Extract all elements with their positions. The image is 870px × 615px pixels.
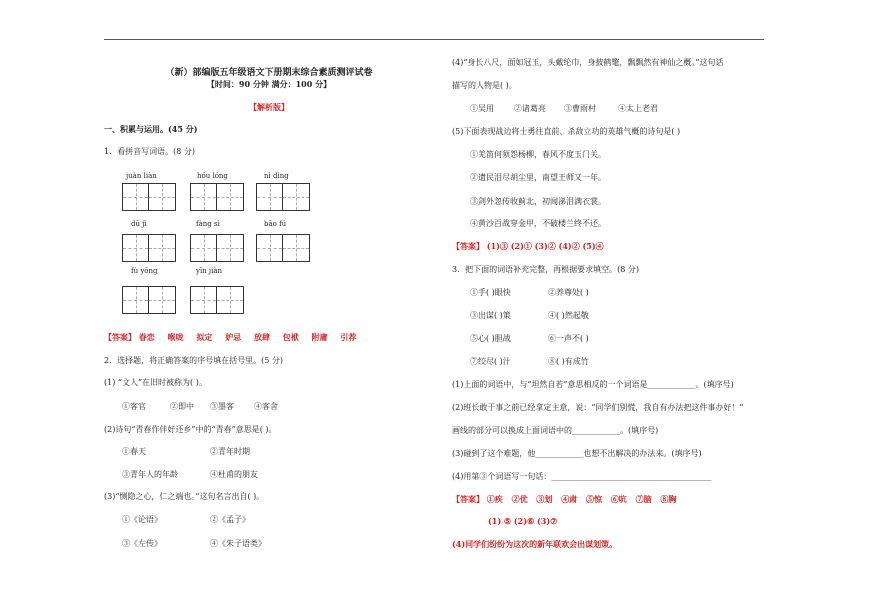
answer-word: ①疾: [486, 494, 503, 504]
writing-grid[interactable]: [190, 286, 244, 314]
option: ②青年时期: [210, 447, 250, 456]
page-title: （新）部编版五年级语文下册期末综合素质测评试卷: [165, 68, 373, 78]
question-2: 2．选择题，将正确答案的序号填在括号里。(5 分): [104, 356, 283, 365]
option: ③剑外忽传收蓟北，初闻涕泪满衣裳。: [470, 197, 606, 206]
fill-word: ①手( )眼快: [470, 288, 511, 297]
option: ①羌笛何须怨杨柳，春风不度玉门关。: [470, 150, 606, 159]
fill-word: ⑤心( )胆战: [470, 334, 511, 343]
pinyin-label: juàn liàn: [126, 172, 157, 180]
answer-word: ⑧胸: [660, 494, 677, 504]
question-2-2: (2)诗句“青春作伴好还乡”中的“青春”意思是( )。: [104, 425, 277, 434]
answer-label: 【答案】: [452, 494, 484, 504]
question-3-3: (3)碰到了这个难题，他____________也想不出解决的办法来。(填序号): [452, 449, 702, 458]
fill-word: ③出谋( )策: [470, 311, 511, 320]
option: ①客官: [122, 402, 146, 411]
header-rule: [104, 39, 764, 40]
answer-word: ②优: [511, 494, 528, 504]
option: ②《孟子》: [210, 515, 250, 524]
fill-word: ⑦绞尽( )汁: [470, 357, 511, 366]
pinyin-label: dū jì: [131, 220, 147, 228]
question-2-3: (3)“恻隐之心，仁之端也。”这句名言出自( )。: [104, 492, 265, 501]
option: ②遗民泪尽胡尘里，南望王师又一年。: [470, 173, 606, 182]
option: ③曹雨村: [564, 104, 596, 113]
option: ②即中: [170, 402, 194, 411]
option: ④客舍: [254, 402, 278, 411]
answer-word: 引荐: [340, 332, 357, 342]
question-2-1: (1) “文人”在旧时被称为( )。: [104, 378, 207, 387]
answer-word: ③划: [536, 494, 553, 504]
option: ①《论语》: [122, 515, 162, 524]
pinyin-label: fù yōng: [131, 267, 158, 275]
time-info: 【时间：90 分钟 满分：100 分】: [206, 79, 332, 89]
option: ②诸葛亮: [514, 104, 546, 113]
pinyin-label: hóu lóng: [197, 172, 228, 180]
option: ③青年人的年龄: [122, 470, 178, 479]
writing-grid[interactable]: [256, 183, 310, 211]
answer-row: [104, 332, 366, 343]
answer-word: 拟定: [196, 332, 213, 342]
pinyin-label: fàng sì: [196, 220, 220, 228]
answer-word: 眷恋: [138, 332, 155, 342]
writing-grid[interactable]: [122, 183, 176, 211]
fill-word: ⑥一声不( ): [548, 334, 589, 343]
answer-row: [452, 241, 604, 252]
writing-grid[interactable]: [190, 234, 244, 262]
option: ③墨客: [210, 402, 234, 411]
answer-word: ④肃: [561, 494, 578, 504]
option: ④太上老君: [618, 104, 658, 113]
writing-grid[interactable]: [190, 183, 244, 211]
version-tag: 【解析版】: [249, 102, 289, 112]
answer-word: ⑥吭: [610, 494, 627, 504]
writing-grid[interactable]: [256, 234, 310, 262]
option: ④黄沙百战穿金甲，不破楼兰终不还。: [470, 219, 606, 228]
option: ①吴用: [470, 104, 494, 113]
option: ④《朱子语类》: [210, 539, 266, 548]
writing-grid[interactable]: [122, 286, 176, 314]
question-3-4: (4)用第③个词语写一句话：________________________________________: [452, 472, 712, 481]
section-heading: 一、积累与运用。(45 分): [104, 124, 198, 134]
option: ③《左传》: [122, 539, 162, 548]
answer-row: [452, 494, 682, 505]
question-3: 3．把下面的词语补充完整，再根据要求填空。(8 分): [452, 265, 639, 274]
question-3-2-cont: 画线的部分可以换成上面词语中的____________。(填序号): [452, 426, 659, 435]
answer-word: 附庸: [311, 332, 328, 342]
answer-word: 妒忌: [225, 332, 242, 342]
question-2-4-cont: 描写的人物是( )。: [452, 81, 517, 90]
answer-word: 喉咙: [167, 332, 184, 342]
question-1: 1．看拼音写词语。(8 分): [104, 147, 195, 156]
question-3-2: (2)班长敢于事之前已经拿定主意，说：“同学们别慌，我自有办法把这件事办好！”: [452, 403, 744, 412]
answer-word: 放肆: [253, 332, 270, 342]
question-2-4: (4)“身长八尺，面如冠玉，头戴纶巾，身披鹤氅，飘飘然有神仙之概。”这句话: [452, 58, 724, 67]
writing-grid[interactable]: [122, 234, 176, 262]
answer-text: (1)③ (2)① (3)② (4)② (5)④: [486, 241, 604, 251]
answer-text: (4)同学们纷纷为这次的新年联欢会出谋划策。: [452, 539, 618, 549]
pinyin-label: bāo fú: [264, 220, 287, 228]
option: ④杜甫的朋友: [210, 470, 258, 479]
answer-label: 【答案】: [452, 241, 484, 251]
fill-word: ⑧( )有成竹: [548, 357, 589, 366]
question-2-5: (5)下面表现战边将士勇往直前、杀敌立功的英雄气概的诗句是( ): [452, 127, 681, 136]
question-3-1: (1)上面的词语中，与“坦然自若”意思相反的一个词语是____________。(填序号): [452, 380, 734, 389]
fill-word: ②养尊处( ): [548, 288, 589, 297]
answer-label: 【答案】: [104, 332, 136, 342]
answer-word: ⑦脑: [635, 494, 652, 504]
option: ①春天: [122, 447, 146, 456]
answer-text: (1) ⑤ (2)⑥ (3)⑦: [488, 516, 558, 526]
answer-word: ⑤惊: [585, 494, 602, 504]
pinyin-label: nì dìng: [264, 172, 289, 180]
pinyin-label: yīn jiàn: [196, 267, 223, 275]
answer-word: 包袱: [282, 332, 299, 342]
fill-word: ④( )然起敬: [548, 311, 589, 320]
